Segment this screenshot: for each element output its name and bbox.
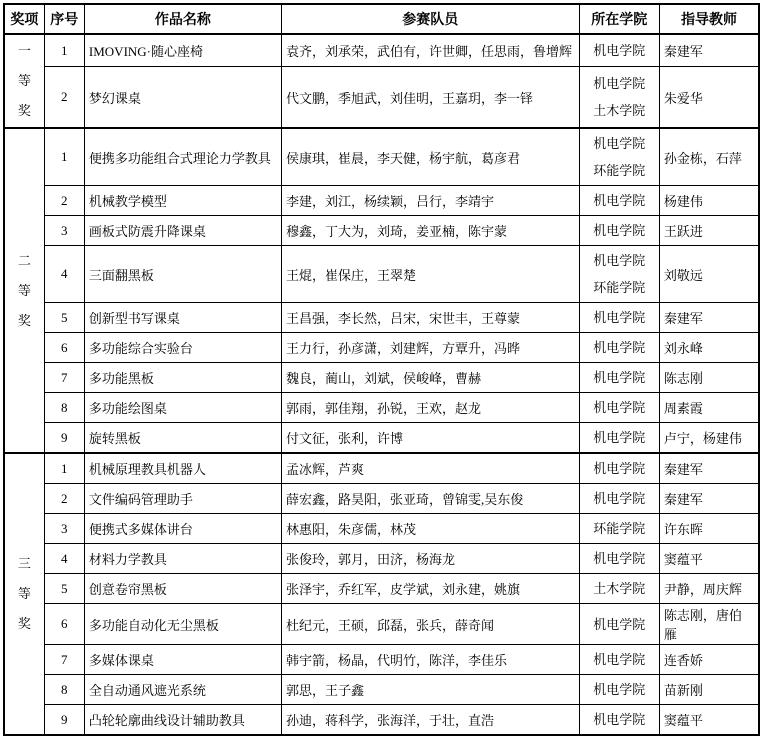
seq-cell: 6 bbox=[44, 333, 84, 363]
award-group-label bbox=[4, 34, 44, 128]
table-row bbox=[4, 216, 759, 246]
table-row bbox=[4, 246, 759, 303]
award-section bbox=[4, 34, 759, 128]
advisor-cell: 连香娇 bbox=[659, 645, 759, 675]
award-group-label bbox=[4, 453, 44, 735]
title-cell: 创意卷帘黑板 bbox=[84, 574, 281, 604]
college-cell bbox=[579, 705, 659, 736]
table-row bbox=[4, 186, 759, 216]
award-char: 等 bbox=[17, 73, 31, 88]
advisor-cell: 苗新刚 bbox=[659, 675, 759, 705]
table-row bbox=[4, 514, 759, 544]
advisor-cell: 秦建军 bbox=[659, 453, 759, 484]
table-row bbox=[4, 574, 759, 604]
seq-cell: 4 bbox=[44, 246, 84, 303]
advisor-cell: 杨建伟 bbox=[659, 186, 759, 216]
title-cell: 旋转黑板 bbox=[84, 423, 281, 454]
college-line: 机电学院 bbox=[593, 340, 646, 355]
members-cell: 郭雨，郭佳翔，孙锐，王欢，赵龙 bbox=[281, 393, 579, 423]
title-cell: 材料力学教具 bbox=[84, 544, 281, 574]
members-cell: 王昌强，李长然，吕宋，宋世丰，王尊蒙 bbox=[281, 303, 579, 333]
college-cell bbox=[579, 453, 659, 484]
college-line: 机电学院 bbox=[593, 400, 646, 415]
table-row bbox=[4, 604, 759, 645]
title-cell: 全自动通风遮光系统 bbox=[84, 675, 281, 705]
seq-cell: 1 bbox=[44, 453, 84, 484]
college-cell bbox=[579, 303, 659, 333]
advisor-cell: 朱爱华 bbox=[659, 67, 759, 128]
seq-cell: 5 bbox=[44, 303, 84, 333]
table-row bbox=[4, 645, 759, 675]
title-cell: 多功能绘图桌 bbox=[84, 393, 281, 423]
college-cell bbox=[579, 128, 659, 186]
college-line: 机电学院 bbox=[593, 76, 646, 92]
members-cell: 郭思，王子鑫 bbox=[281, 675, 579, 705]
members-cell: 侯康琪，崔晨，李天健，杨宇航，葛彦君 bbox=[281, 128, 579, 186]
title-cell: 创新型书写课桌 bbox=[84, 303, 281, 333]
college-line: 机电学院 bbox=[593, 712, 646, 727]
advisor-cell: 刘敬远 bbox=[659, 246, 759, 303]
table-header bbox=[4, 4, 759, 34]
members-cell: 薛宏鑫，路昊阳，张亚琦，曾锦雯,吴东俊 bbox=[281, 484, 579, 514]
table-row bbox=[4, 128, 759, 186]
college-line: 机电学院 bbox=[593, 193, 646, 208]
title-cell: 三面翻黑板 bbox=[84, 246, 281, 303]
award-char: 等 bbox=[17, 586, 31, 601]
college-cell bbox=[579, 514, 659, 544]
table-row bbox=[4, 705, 759, 736]
awards-table bbox=[3, 3, 760, 736]
college-cell bbox=[579, 604, 659, 645]
title-cell: 机械教学模型 bbox=[84, 186, 281, 216]
seq-cell: 3 bbox=[44, 514, 84, 544]
advisor-cell: 孙金栋，石萍 bbox=[659, 128, 759, 186]
college-line: 土木学院 bbox=[593, 103, 646, 119]
column-header-members: 参赛队员 bbox=[281, 4, 579, 34]
title-cell: IMOVING·随心座椅 bbox=[84, 34, 281, 67]
college-line: 环能学院 bbox=[593, 521, 646, 536]
members-cell: 穆鑫，丁大为，刘琦，姜亚楠，陈宇蒙 bbox=[281, 216, 579, 246]
title-cell: 凸轮轮廓曲线设计辅助教具 bbox=[84, 705, 281, 736]
seq-cell: 1 bbox=[44, 128, 84, 186]
advisor-cell: 许东晖 bbox=[659, 514, 759, 544]
college-line: 机电学院 bbox=[593, 43, 646, 59]
college-line: 机电学院 bbox=[593, 370, 646, 385]
college-line: 机电学院 bbox=[593, 136, 646, 151]
college-line: 机电学院 bbox=[593, 461, 646, 476]
seq-cell: 2 bbox=[44, 67, 84, 128]
members-cell: 韩宇箭，杨晶，代明竹，陈洋，李佳乐 bbox=[281, 645, 579, 675]
award-char: 奖 bbox=[17, 616, 31, 631]
title-cell: 多媒体课桌 bbox=[84, 645, 281, 675]
advisor-cell: 秦建军 bbox=[659, 303, 759, 333]
advisor-cell: 刘永峰 bbox=[659, 333, 759, 363]
table-row bbox=[4, 363, 759, 393]
award-section bbox=[4, 453, 759, 735]
seq-cell: 2 bbox=[44, 186, 84, 216]
header-row bbox=[4, 4, 759, 34]
table-row bbox=[4, 453, 759, 484]
title-cell: 机械原理教具机器人 bbox=[84, 453, 281, 484]
members-cell: 代文鹏，季旭武，刘佳明，王嘉玥，李一铎 bbox=[281, 67, 579, 128]
members-cell: 林惠阳，朱彦儒，林茂 bbox=[281, 514, 579, 544]
seq-cell: 4 bbox=[44, 544, 84, 574]
title-cell: 多功能自动化无尘黑板 bbox=[84, 604, 281, 645]
seq-cell: 7 bbox=[44, 363, 84, 393]
award-char: 三 bbox=[17, 556, 31, 571]
advisor-cell: 陈志刚 bbox=[659, 363, 759, 393]
members-cell: 张俊玲，郭月，田济，杨海龙 bbox=[281, 544, 579, 574]
title-cell: 多功能综合实验台 bbox=[84, 333, 281, 363]
seq-cell: 7 bbox=[44, 645, 84, 675]
college-cell bbox=[579, 34, 659, 67]
members-cell: 杜纪元，王硕，邱磊，张兵，薛奇闻 bbox=[281, 604, 579, 645]
title-cell: 梦幻课桌 bbox=[84, 67, 281, 128]
college-cell bbox=[579, 423, 659, 454]
award-char: 奖 bbox=[17, 103, 31, 118]
advisor-cell: 窦蕴平 bbox=[659, 705, 759, 736]
award-char: 奖 bbox=[17, 312, 31, 328]
title-cell: 便携多功能组合式理论力学教具 bbox=[84, 128, 281, 186]
seq-cell: 3 bbox=[44, 216, 84, 246]
table-row bbox=[4, 544, 759, 574]
advisor-cell: 周素霞 bbox=[659, 393, 759, 423]
award-char: 一 bbox=[17, 43, 31, 58]
college-line: 环能学院 bbox=[593, 280, 646, 295]
college-cell bbox=[579, 246, 659, 303]
award-char: 二 bbox=[17, 252, 31, 268]
seq-cell: 1 bbox=[44, 34, 84, 67]
college-line: 机电学院 bbox=[593, 223, 646, 238]
advisor-cell: 卢宁，杨建伟 bbox=[659, 423, 759, 454]
column-header-title: 作品名称 bbox=[84, 4, 281, 34]
advisor-cell: 秦建军 bbox=[659, 34, 759, 67]
college-line: 土木学院 bbox=[593, 581, 646, 596]
members-cell: 孙迪，蒋科学，张海洋，于壮，直浩 bbox=[281, 705, 579, 736]
members-cell: 袁齐，刘承荣，武伯有，许世卿，任思雨，鲁增辉 bbox=[281, 34, 579, 67]
college-line: 机电学院 bbox=[593, 491, 646, 506]
award-char: 等 bbox=[17, 282, 31, 298]
college-cell bbox=[579, 216, 659, 246]
members-cell: 魏良，蔺山，刘斌，侯峻峰，曹赫 bbox=[281, 363, 579, 393]
members-cell: 付文征，张利，许博 bbox=[281, 423, 579, 454]
seq-cell: 9 bbox=[44, 423, 84, 454]
college-cell bbox=[579, 393, 659, 423]
college-line: 机电学院 bbox=[593, 551, 646, 566]
column-header-advisor: 指导教师 bbox=[659, 4, 759, 34]
college-cell bbox=[579, 675, 659, 705]
advisor-cell: 秦建军 bbox=[659, 484, 759, 514]
college-cell bbox=[579, 645, 659, 675]
college-cell bbox=[579, 544, 659, 574]
table-row bbox=[4, 423, 759, 454]
table-row bbox=[4, 675, 759, 705]
table-row bbox=[4, 333, 759, 363]
seq-cell: 6 bbox=[44, 604, 84, 645]
college-line: 机电学院 bbox=[593, 253, 646, 268]
college-cell bbox=[579, 363, 659, 393]
college-cell bbox=[579, 333, 659, 363]
seq-cell: 2 bbox=[44, 484, 84, 514]
college-cell bbox=[579, 484, 659, 514]
award-group-label bbox=[4, 128, 44, 453]
column-header-award: 奖项 bbox=[4, 4, 44, 34]
table-row bbox=[4, 484, 759, 514]
advisor-cell: 王跃进 bbox=[659, 216, 759, 246]
column-header-seq: 序号 bbox=[44, 4, 84, 34]
table-row bbox=[4, 393, 759, 423]
title-cell: 多功能黑板 bbox=[84, 363, 281, 393]
members-cell: 李建，刘江，杨续颖，吕行，李靖宇 bbox=[281, 186, 579, 216]
advisor-cell: 陈志刚，唐伯雁 bbox=[659, 604, 759, 645]
college-cell bbox=[579, 67, 659, 128]
members-cell: 王焜，崔保庄，王翠楚 bbox=[281, 246, 579, 303]
award-section bbox=[4, 128, 759, 453]
college-line: 机电学院 bbox=[593, 682, 646, 697]
members-cell: 张泽宇，乔红军，皮学斌，刘永建，姚旗 bbox=[281, 574, 579, 604]
seq-cell: 8 bbox=[44, 675, 84, 705]
members-cell: 王力行，孙彦潇，刘建辉，方覃升，冯晔 bbox=[281, 333, 579, 363]
seq-cell: 8 bbox=[44, 393, 84, 423]
table-row bbox=[4, 34, 759, 67]
college-cell bbox=[579, 186, 659, 216]
college-line: 环能学院 bbox=[593, 163, 646, 178]
college-cell bbox=[579, 574, 659, 604]
college-line: 机电学院 bbox=[593, 430, 646, 445]
title-cell: 便携式多媒体讲台 bbox=[84, 514, 281, 544]
seq-cell: 5 bbox=[44, 574, 84, 604]
title-cell: 画板式防震升降课桌 bbox=[84, 216, 281, 246]
college-line: 机电学院 bbox=[593, 310, 646, 325]
column-header-college: 所在学院 bbox=[579, 4, 659, 34]
table-row bbox=[4, 303, 759, 333]
college-line: 机电学院 bbox=[593, 616, 646, 632]
advisor-cell: 尹静，周庆辉 bbox=[659, 574, 759, 604]
advisor-cell: 窦蕴平 bbox=[659, 544, 759, 574]
table-row bbox=[4, 67, 759, 128]
members-cell: 孟冰辉，芦爽 bbox=[281, 453, 579, 484]
title-cell: 文件编码管理助手 bbox=[84, 484, 281, 514]
seq-cell: 9 bbox=[44, 705, 84, 736]
college-line: 机电学院 bbox=[593, 652, 646, 667]
